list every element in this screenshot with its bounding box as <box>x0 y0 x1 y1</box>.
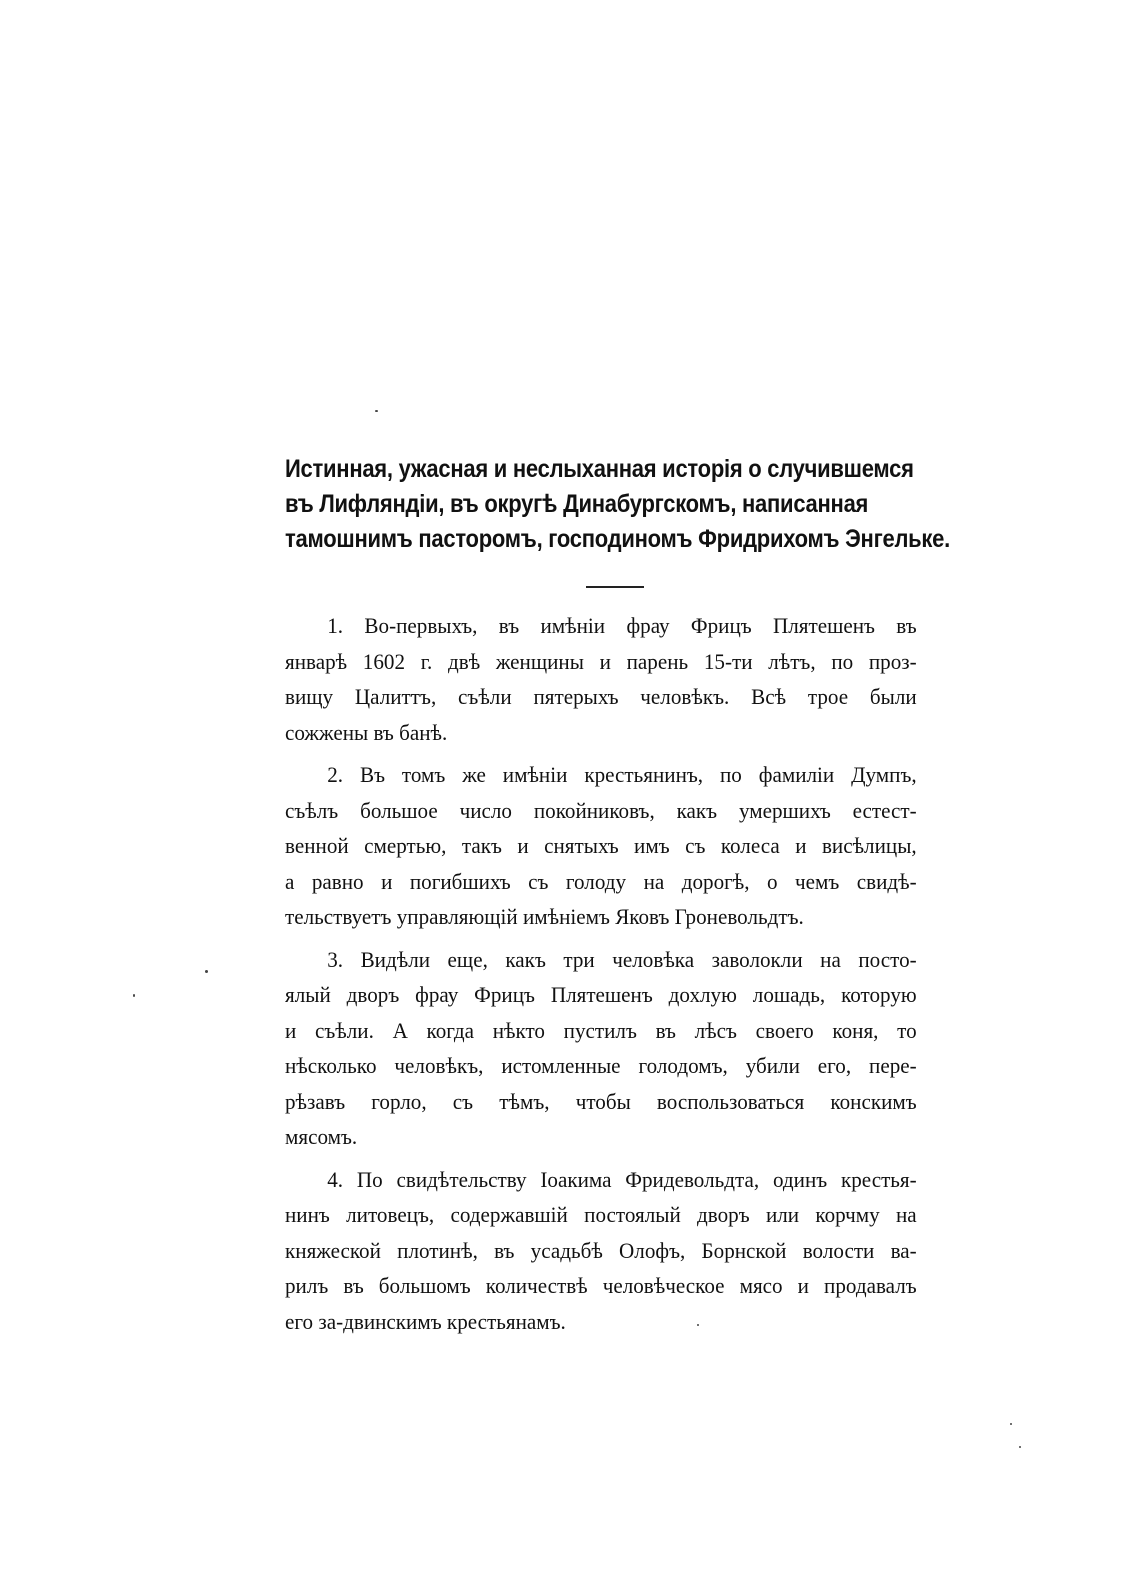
body-text <box>285 608 917 1346</box>
text-line: а равно и погибшихъ съ голоду на дорогѣ, о чемъ свидѣ- <box>285 868 917 894</box>
paragraph-1 <box>285 608 917 750</box>
title-line: Истинная, ужасная и неслыханная исторія о случившемся <box>285 455 914 483</box>
text-line: сожжены въ банѣ. <box>285 719 448 745</box>
section-divider <box>586 586 644 588</box>
text-line: 4. По свидѣтельству Іоакима Фридевольдта, одинъ крестья- <box>327 1166 917 1192</box>
scan-speck <box>1010 1423 1012 1425</box>
text-line: январѣ 1602 г. двѣ женщины и парень 15-ти лѣтъ, по проз- <box>285 648 917 674</box>
text-line: 3. Видѣли еще, какъ три человѣка заволокли на посто- <box>327 946 917 972</box>
text-line: и съѣли. А когда нѣкто пустилъ въ лѣсъ своего коня, то <box>285 1017 917 1043</box>
text-line: ялый дворъ фрау Фрицъ Плятешенъ дохлую лошадь, которую <box>285 982 917 1007</box>
text-line: рѣзавъ горло, съ тѣмъ, чтобы воспользоваться конскимъ <box>285 1088 917 1114</box>
scan-speck <box>205 970 208 973</box>
page-title <box>285 452 950 557</box>
text-line: 2. Въ томъ же имѣніи крестьянинъ, по фамиліи Думпъ, <box>327 762 917 787</box>
text-line: 1. Во-первыхъ, въ имѣніи фрау Фрицъ Плятешенъ въ <box>327 613 917 638</box>
paragraph-2 <box>285 757 917 935</box>
paragraph-4 <box>285 1162 917 1340</box>
text-line: тельствуетъ управляющій имѣніемъ Яковъ Гроневольдтъ. <box>285 904 804 929</box>
paragraph-3 <box>285 942 917 1155</box>
text-line: рилъ въ большомъ количествѣ человѣческое мясо и продавалъ <box>285 1273 917 1298</box>
text-line: съѣлъ большое число покойниковъ, какъ умершихъ естест- <box>285 797 917 823</box>
title-line: въ Лифляндіи, въ округѣ Динабургскомъ, написанная <box>285 490 869 518</box>
text-line: мясомъ. <box>285 1124 358 1149</box>
text-line: нѣсколько человѣкъ, истомленные голодомъ, убили его, пере- <box>285 1053 917 1078</box>
text-line: его за-двинскимъ крестьянамъ. <box>285 1308 566 1334</box>
text-line: княжеской плотинѣ, въ усадьбѣ Олофъ, Борнской волости ва- <box>285 1237 917 1263</box>
scan-speck <box>1019 1446 1021 1448</box>
scan-speck <box>697 1324 699 1326</box>
text-line: вищу Цалиттъ, съѣли пятерыхъ человѣкъ. Всѣ трое были <box>285 684 917 709</box>
scan-speck <box>133 994 135 997</box>
scan-speck <box>375 410 378 412</box>
title-line: тамошнимъ пасторомъ, господиномъ Фридрихомъ Энгельке. <box>285 525 950 553</box>
text-line: венной смертью, такъ и снятыхъ имъ съ колеса и висѣлицы, <box>285 833 917 858</box>
text-line: нинъ литовецъ, содержавшій постоялый дворъ или корчму на <box>285 1202 917 1227</box>
